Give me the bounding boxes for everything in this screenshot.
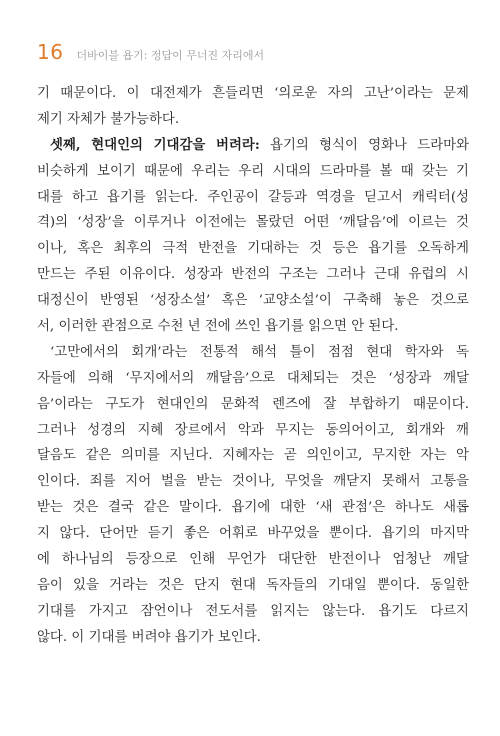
text-line: 에 하나님의 등장으로 인해 무언가 대단한 반전이나 엄청난 깨달 (37, 552, 469, 568)
page-number: 16 (37, 40, 64, 64)
paragraph (37, 133, 469, 340)
text-line: 그러나 성경의 지혜 장르에서 악과 무지는 동의어이고, 회개와 깨 (37, 422, 469, 438)
text-line: ‘고만에서의 회개’라는 전통적 해석 틀이 점점 현대 학자와 독 (50, 344, 469, 360)
text-line: 비슷하게 보이기 때문에 우리는 우리 시대의 드라마를 볼 때 갖는 기 (37, 163, 469, 179)
text-line: 음’이라는 구도가 현대인의 문화적 렌즈에 잘 부합하기 때문이다. (37, 396, 469, 412)
text-line: 만드는 주된 이유이다. 성장과 반전의 구조는 그러나 근대 유럽의 시 (37, 267, 469, 283)
text-line: 격)의 ‘성장’을 이루거나 이전에는 몰랐던 어떤 ‘깨달음’에 이르는 것 (37, 215, 469, 231)
text-line: 받는 것은 결국 같은 말이다. 욥기에 대한 ‘새 관점’은 하나도 새롭 (37, 500, 469, 516)
text-line: 않다. 이 기대를 버려야 욥기가 보인다. (37, 629, 261, 645)
text-line: 기 때문이다. 이 대전제가 흔들리면 ‘의로운 자의 고난’이라는 문제 (37, 86, 469, 101)
text-line: 인이다. 죄를 지어 벌을 받는 것이나, 무엇을 깨닫지 못해서 고통을 (37, 474, 469, 490)
text-line: 대정신이 반영된 ‘성장소설’ 혹은 ‘교양소설’이 구축해 놓은 것으로 (37, 293, 469, 309)
text-run: 욥기의 형식이 영화나 드라마와 (259, 137, 470, 153)
text-line (37, 133, 469, 159)
running-header (37, 40, 264, 66)
text-line: 자들에 의해 ‘무지에서의 깨달음’으로 대체되는 것은 ‘성장과 깨달 (37, 370, 469, 386)
body-text (37, 81, 469, 651)
text-line: 대를 하고 욥기를 읽는다. 주인공이 갈등과 역경을 딛고서 캐릭터(성 (37, 189, 469, 205)
text-line: 제기 자체가 불가능하다. (37, 111, 180, 127)
text-line: 이나, 혹은 최후의 극적 반전을 기대하는 것 등은 욥기를 오독하게 (37, 241, 469, 257)
section-lead: 셋째, 현대인의 기대감을 버려라: (50, 136, 260, 153)
text-line: 지 않다. 단어만 듣기 좋은 어휘로 바꾸었을 뿐이다. 욥기의 마지막 (37, 526, 469, 542)
text-line: 기대를 가지고 잠언이나 전도서를 읽지는 않는다. 욥기도 다르지 (37, 603, 469, 619)
paragraph (37, 340, 469, 651)
paragraph (37, 81, 469, 133)
running-title: 더바이블 욥기: 정답이 무너진 자리에서 (76, 49, 265, 62)
text-line: 서, 이러한 관점으로 수천 년 전에 쓰인 욥기를 읽으면 안 된다. (37, 319, 399, 335)
text-line: 달음도 같은 의미를 지닌다. 지혜자는 곧 의인이고, 무지한 자는 악 (37, 448, 469, 464)
text-line: 음이 있을 거라는 것은 단지 현대 독자들의 기대일 뿐이다. 동일한 (37, 577, 469, 593)
